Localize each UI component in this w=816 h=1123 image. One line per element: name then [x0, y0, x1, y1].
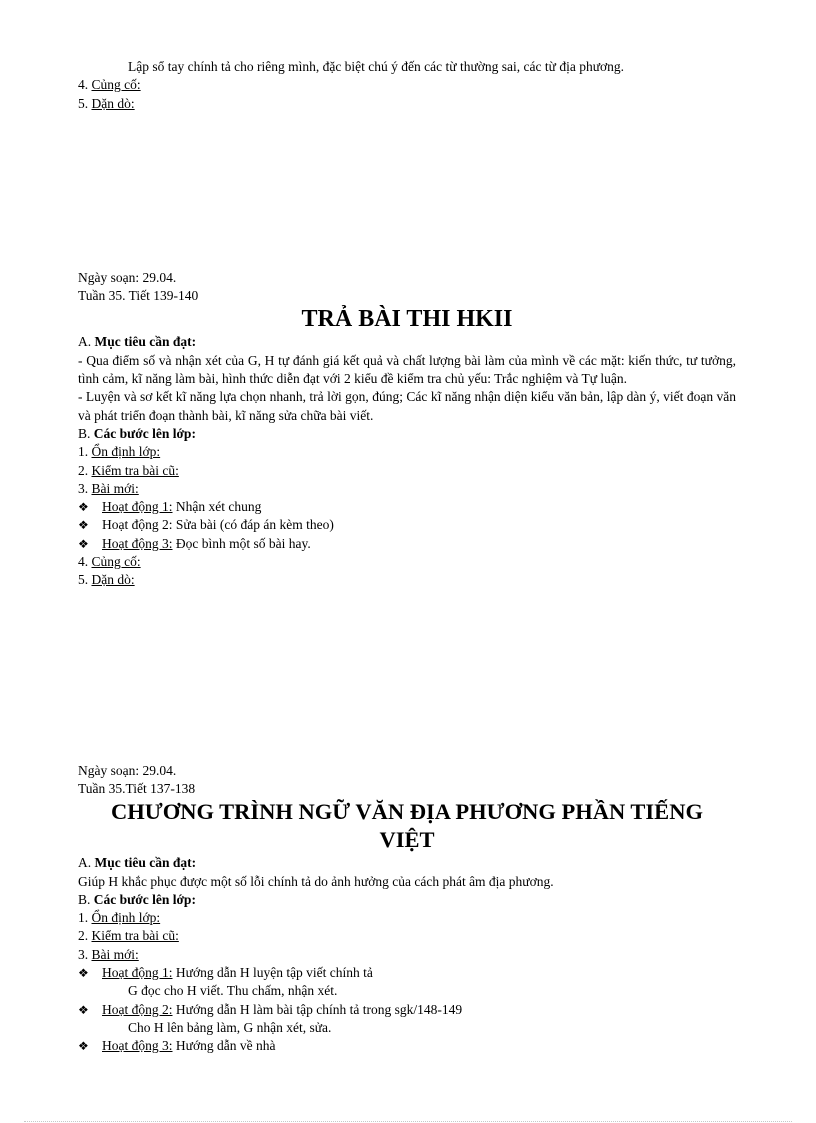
objectives-heading: A. Mục tiêu cần đạt: — [78, 855, 197, 871]
step-1: 1. Ổn định lớp: — [78, 910, 161, 926]
activity-3: ❖ Hoạt động 3: Hướng dẫn về nhà — [78, 1037, 736, 1055]
lesson-title-line-1: CHƯƠNG TRÌNH NGỮ VĂN ĐỊA PHƯƠNG PHẦN TIẾNG — [111, 799, 703, 825]
activity-2: ❖ Hoạt động 2: Sửa bài (có đáp án kèm theo) — [78, 516, 736, 534]
objectives-heading: A. Mục tiêu cần đạt: — [78, 334, 197, 350]
objective-paragraph-2: - Luyện và sơ kết kĩ năng lựa chọn nhanh, trả lời gọn, đúng; Các kĩ năng nhận diện kiểu văn bản, lập dàn ý, viết đoạn văn và phát triển đoạn thành bài, kĩ năng sửa chữa bài viết. — [78, 389, 736, 423]
bullet-diamond-icon: ❖ — [78, 1002, 89, 1017]
step-5-label: Dặn dò: — [91, 95, 135, 111]
activity-2-detail: Cho H lên bảng làm, G nhận xét, sửa. — [128, 1019, 332, 1035]
bullet-diamond-icon: ❖ — [78, 500, 89, 515]
page-bottom-divider — [24, 1121, 792, 1122]
prep-date: Ngày soạn: 29.04. — [78, 762, 177, 778]
objective-paragraph-1: - Qua điểm số và nhận xét của G, H tự đánh giá kết quả và chất lượng bài làm của mình về các mặt: kiến thức, tư tưởng, tình cảm, kĩ năng làm bài, hình thức diễn đạt với 2 kiểu đề kiểm tra chủ yếu: Trắc nghiệm và Tự luận. — [78, 352, 736, 387]
step-1: 1. Ổn định lớp: — [78, 444, 161, 460]
bullet-diamond-icon: ❖ — [78, 1039, 89, 1054]
bullet-diamond-icon: ❖ — [78, 518, 89, 533]
steps-heading: B. Các bước lên lớp: — [78, 425, 196, 441]
activity-1-detail: G đọc cho H viết. Thu chấm, nhận xét. — [128, 983, 338, 999]
lesson-title-line-2: VIỆT — [379, 827, 435, 853]
notebook-paragraph: Lập sổ tay chính tả cho riêng mình, đặc biệt chú ý đến các từ thường sai, các từ địa phương. — [128, 59, 625, 74]
activity-2: ❖ Hoạt động 2: Hướng dẫn H làm bài tập chính tả trong sgk/148-149 — [78, 1001, 736, 1019]
document-page — [78, 58, 736, 1056]
objective-paragraph: Giúp H khắc phục được một số lỗi chính tả do ảnh hưởng của cách phát âm địa phương. — [78, 873, 554, 889]
blank-space — [78, 590, 736, 762]
step-5: 5. Dặn dò: — [78, 95, 135, 111]
step-2: 2. Kiểm tra bài cũ: — [78, 462, 179, 478]
activity-1: ❖ Hoạt động 1: Nhận xét chung — [78, 498, 736, 516]
step-2: 2. Kiểm tra bài cũ: — [78, 928, 179, 944]
step-4-label: Củng cố: — [91, 77, 141, 93]
week-period: Tuần 35.Tiết 137-138 — [78, 780, 196, 796]
lesson-title: TRẢ BÀI THI HKII — [301, 306, 513, 333]
steps-heading: B. Các bước lên lớp: — [78, 891, 196, 907]
step-3: 3. Bài mới: — [78, 480, 139, 496]
step-3: 3. Bài mới: — [78, 946, 139, 962]
step-4: 4. Củng cố: — [78, 554, 141, 570]
prep-date: Ngày soạn: 29.04. — [78, 269, 177, 285]
step-4: 4. Củng cố: — [78, 77, 141, 93]
week-period: Tuần 35. Tiết 139-140 — [78, 288, 199, 304]
blank-space — [78, 113, 736, 269]
step-5: 5. Dặn dò: — [78, 572, 135, 588]
bullet-diamond-icon: ❖ — [78, 536, 89, 551]
bullet-diamond-icon: ❖ — [78, 966, 89, 981]
activity-3: ❖ Hoạt động 3: Đọc bình một số bài hay. — [78, 535, 736, 553]
activity-1: ❖ Hoạt động 1: Hướng dẫn H luyện tập viết chính tả — [78, 964, 736, 982]
